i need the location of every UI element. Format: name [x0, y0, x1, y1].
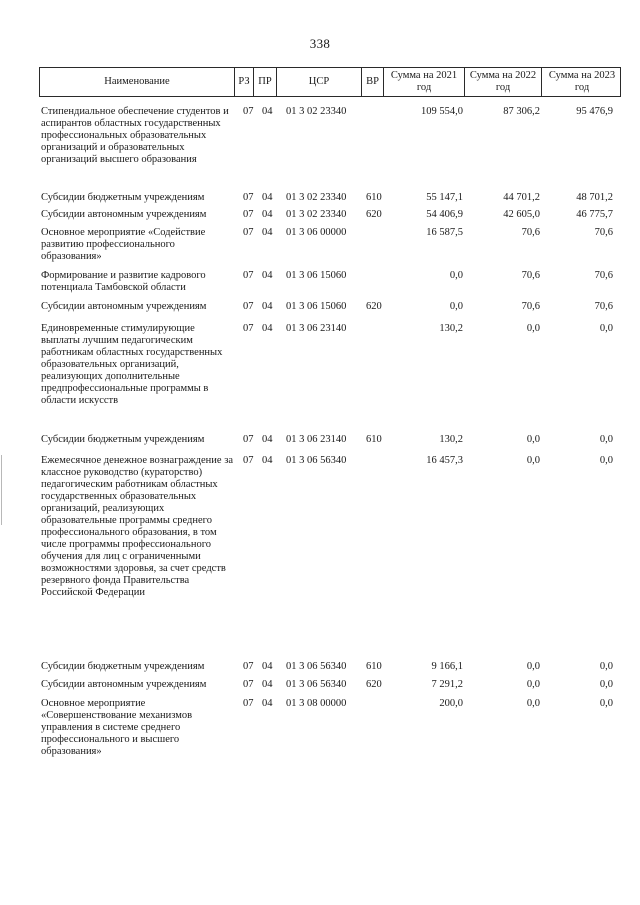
cell-pr: 04 [262, 209, 273, 220]
cell-rz: 07 [243, 106, 254, 117]
cell-csr: 01 3 02 23340 [286, 192, 347, 203]
cell-name: Субсидии автономным учреждениям [41, 679, 207, 690]
cell-s2023: 0,0 [599, 698, 613, 709]
cell-rz: 07 [243, 192, 254, 203]
cell-s2022: 70,6 [521, 301, 540, 312]
cell-name: Стипендиальное обеспечение студентов и аспирантов областных государственных профессиональных образовательных организаций и образовательных организаций высшего образования [41, 106, 229, 165]
cell-pr: 04 [262, 698, 273, 709]
cell-pr: 04 [262, 270, 273, 281]
cell-s2021: 130,2 [439, 434, 463, 445]
cell-s2022: 42 605,0 [503, 209, 540, 220]
cell-s2022: 87 306,2 [503, 106, 540, 117]
cell-s2023: 0,0 [599, 661, 613, 672]
cell-name: Основное мероприятие «Совершенствование механизмов управления в системе среднего профессионального и высшего образования» [41, 698, 193, 757]
cell-name: Ежемесячное денежное вознаграждение за классное руководство (кураторство) педагогическим работникам областных государственных образовательных организаций, реализующих образовательные программы среднего профессионального образования, в том числе программы профессионального обучения для лиц с ограниченными возможностями здоровья, за счет средств резервного фонда Правительства Российской Федерации [41, 455, 233, 598]
scan-artifact-line [1, 455, 2, 525]
cell-s2022: 0,0 [526, 455, 540, 466]
cell-pr: 04 [262, 661, 273, 672]
cell-s2022: 0,0 [526, 323, 540, 334]
cell-vr: 610 [366, 434, 382, 445]
cell-vr: 620 [366, 209, 382, 220]
cell-name: Формирование и развитие кадрового потенциала Тамбовской области [41, 270, 206, 293]
cell-pr: 04 [262, 434, 273, 445]
cell-rz: 07 [243, 679, 254, 690]
header-pr: ПР [254, 68, 277, 96]
cell-s2021: 130,2 [439, 323, 463, 334]
cell-name: Субсидии бюджетным учреждениям [41, 661, 205, 672]
cell-vr: 620 [366, 301, 382, 312]
cell-csr: 01 3 06 56340 [286, 661, 347, 672]
cell-rz: 07 [243, 661, 254, 672]
cell-rz: 07 [243, 323, 254, 334]
cell-s2021: 16 457,3 [426, 455, 463, 466]
cell-s2021: 0,0 [449, 301, 463, 312]
header-sum-2022: Сумма на 2022 год [465, 68, 542, 96]
cell-name: Субсидии бюджетным учреждениям [41, 434, 205, 445]
cell-csr: 01 3 06 23140 [286, 434, 347, 445]
cell-s2021: 7 291,2 [431, 679, 463, 690]
cell-s2021: 0,0 [449, 270, 463, 281]
cell-pr: 04 [262, 192, 273, 203]
cell-rz: 07 [243, 301, 254, 312]
cell-csr: 01 3 02 23340 [286, 209, 347, 220]
cell-s2022: 70,6 [521, 270, 540, 281]
cell-rz: 07 [243, 434, 254, 445]
cell-csr: 01 3 06 56340 [286, 679, 347, 690]
cell-pr: 04 [262, 106, 273, 117]
cell-s2021: 109 554,0 [421, 106, 463, 117]
cell-s2022: 44 701,2 [503, 192, 540, 203]
cell-s2021: 55 147,1 [426, 192, 463, 203]
cell-rz: 07 [243, 455, 254, 466]
cell-name: Основное мероприятие «Содействие развитию профессионального образования» [41, 227, 206, 262]
cell-rz: 07 [243, 270, 254, 281]
cell-s2021: 16 587,5 [426, 227, 463, 238]
cell-vr: 610 [366, 192, 382, 203]
cell-s2022: 70,6 [521, 227, 540, 238]
cell-s2023: 0,0 [599, 455, 613, 466]
cell-name: Субсидии автономным учреждениям [41, 301, 207, 312]
cell-pr: 04 [262, 455, 273, 466]
header-sum-2021: Сумма на 2021 год [384, 68, 465, 96]
cell-s2023: 70,6 [594, 270, 613, 281]
cell-s2023: 70,6 [594, 227, 613, 238]
cell-s2022: 0,0 [526, 661, 540, 672]
cell-s2023: 70,6 [594, 301, 613, 312]
cell-pr: 04 [262, 679, 273, 690]
header-csr: ЦСР [277, 68, 362, 96]
table-header [39, 67, 621, 97]
cell-s2023: 46 775,7 [576, 209, 613, 220]
cell-s2023: 0,0 [599, 434, 613, 445]
cell-vr: 620 [366, 679, 382, 690]
cell-s2021: 9 166,1 [431, 661, 463, 672]
cell-rz: 07 [243, 209, 254, 220]
cell-pr: 04 [262, 227, 273, 238]
cell-s2022: 0,0 [526, 434, 540, 445]
cell-csr: 01 3 06 23140 [286, 323, 347, 334]
cell-csr: 01 3 06 00000 [286, 227, 347, 238]
cell-csr: 01 3 06 56340 [286, 455, 347, 466]
cell-s2023: 0,0 [599, 679, 613, 690]
cell-csr: 01 3 06 15060 [286, 301, 347, 312]
cell-s2021: 200,0 [439, 698, 463, 709]
header-sum-2023: Сумма на 2023 год [548, 70, 616, 93]
cell-rz: 07 [243, 698, 254, 709]
header-name: Наименование [40, 68, 235, 96]
cell-pr: 04 [262, 323, 273, 334]
cell-csr: 01 3 08 00000 [286, 698, 347, 709]
cell-name: Субсидии автономным учреждениям [41, 209, 207, 220]
cell-s2023: 95 476,9 [576, 106, 613, 117]
header-rz: РЗ [235, 68, 254, 96]
cell-vr: 610 [366, 661, 382, 672]
header-vr: ВР [362, 68, 384, 96]
cell-csr: 01 3 06 15060 [286, 270, 347, 281]
cell-pr: 04 [262, 301, 273, 312]
cell-name: Субсидии бюджетным учреждениям [41, 192, 205, 203]
cell-csr: 01 3 02 23340 [286, 106, 347, 117]
cell-s2021: 54 406,9 [426, 209, 463, 220]
cell-s2022: 0,0 [526, 679, 540, 690]
cell-s2022: 0,0 [526, 698, 540, 709]
cell-name: Единовременные стимулирующие выплаты лучшим педагогическим работникам областных государственных образовательных организаций, реализующих дополнительные предпрофессиональные программы в области искусств [41, 323, 223, 406]
page-number: 338 [309, 36, 331, 51]
cell-s2023: 48 701,2 [576, 192, 613, 203]
cell-rz: 07 [243, 227, 254, 238]
cell-s2023: 0,0 [599, 323, 613, 334]
